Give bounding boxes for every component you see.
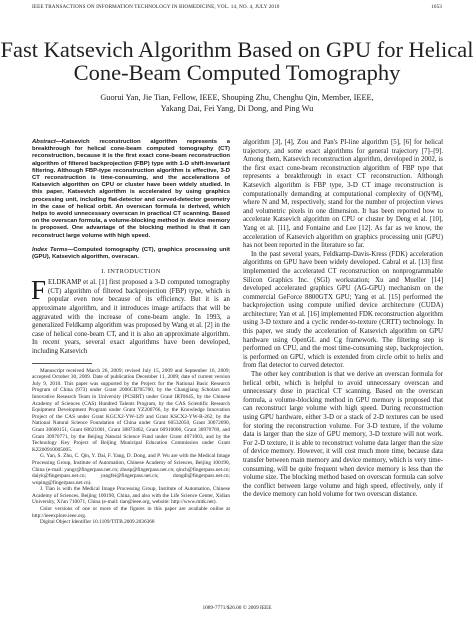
index-terms-label: Index Terms— <box>32 246 74 253</box>
left-column <box>32 139 230 526</box>
footnote-affiliation-2: J. Tian is with the Medical Image Processing Group, Institute of Automation, Chinese Academy of Sciences, Beijing 100190, China, and also with the Life Science Center, Xidian University, Xi'an 710071, China (e-mail: tian@ieee.org, website: http://www.mitk.net). <box>32 486 230 506</box>
index-terms <box>32 247 230 261</box>
page-number: 1053 <box>431 4 442 10</box>
drop-cap: F <box>31 275 47 306</box>
right-column <box>243 139 443 500</box>
intro-paragraph <box>31 275 230 356</box>
body-paragraph-1: algorithm [3], [4], Zou and Pan's PI-line algorithm [5], [6] for helical trajectory, and some exact algorithms for general trajectory [7]–[9]. Among them, Katsevich reconstruction algorithm, developed in 2002, is the first exact cone-beam reconstruction algorithm of FBP type that represents a breakthrough in exact CT reconstruction. Although Katsevich algorithm is FBP type, 3-D CT image reconstruction is computationally demanding at computational complexity of O(N³M), where N and M, respectively, stand for the number of projection views and volumetric pixels in one dimension. It has been reported how to accelerate Katsevich algorithm on CPU or cluster by Deng et al. [10], Yang et al. [11], and Fontaine and Lee [12]. As far as we know, the acceleration of Katsevich algorithm on graphics processing unit (GPU) has not been reported in the literature so far. <box>243 139 443 250</box>
footnote-affiliation-1: G. Yan, S. Zhu, C. Qin, Y. Dai, F. Yang, D. Dong, and P. Wu are with the Medical Image Processing Group, Institute of Automation, Chinese Academy of Sciences, Beijing 100190, China (e-mail: yangr@fingerpass.net.cn; zhusp@fingerpass.net.cn; qinch@fingerpass.net.cn; daiyk@fingerpass.net.cn; yangfei@fingerpass.net.cn; dongdi@fingerpass.net.cn; wuping@fingerpass.net.cn). <box>32 453 230 486</box>
body-paragraph-3: The other key contribution is that we derive an overscan formula for helical orbit, which is helpful to avoid unnecessary overscan and unnecessary dose in practical CT scanning. Based on the overscan formula, a volume-blocking method in GPU memory is proposed that can reconstruct large volume with high speed. During reconstruction using GPU hardware, either 3-D or a stack of 2-D textures can be used for storing the reconstruction volume. For 3-D texture, if the volume data is larger than the size of GPU memory, 3-D texture will not work. For 2-D texture, it is able to reconstruct volume data larger than the size of device memory. However, it will cost much more time, because data transfer between main memory and device memory, which is very time-consuming, will be quite frequent when device memory is less than the volume size. The blocking method based on overscan formula can solve the conflict between large volume and high speed, effectively, only if the device memory can hold volume for two overscan distance. <box>243 371 443 499</box>
abstract-label: Abstract— <box>32 139 62 145</box>
body-paragraph-2: In the past several years, Feldkamp-Davis-Kress (FDK) acceleration algorithms on GPU have been widely developed. Cabral et al. [13] first implemented the accelerated CT reconstruction on nonprogrammable Silicon Graphics Inc. (SGI) workstation; Xu and Mueller [14] developed accelerated graphics GPU (AG-GPU) mechanism on the commercial GeForce 8800GTX GPU; Yang et al. [15] performed the backprojection using compute unified device architecture (CUDA) architecture; Yan et al. [16] implemented FDK reconstruction algorithm using 3-D texture and a cyclic render-to-texture (CRTT) technology. In this paper, we study the acceleration of Katsevich algorithm on GPU hardware using OpenGL and Cg framework. The filtering step is performed on CPU, and the most time-consuming step, backprojection, is performed on GPU, which is extended from circle orbit to helix and from flat detector to curved detector. <box>243 250 443 370</box>
copyright-footer: 1089-7771/$26.00 © 2009 IEEE <box>202 605 272 611</box>
abstract <box>32 139 230 240</box>
journal-header: IEEE TRANSACTIONS ON INFORMATION TECHNOLOGY IN BIOMEDICINE, VOL. 14, NO. 4, JULY 2010 <box>32 4 280 10</box>
footnote-color: Color versions of one or more of the figures in this paper are available online at http://ieeexplore.ieee.org. <box>32 506 230 519</box>
author-list <box>60 92 414 114</box>
footnote-divider <box>32 363 92 364</box>
authors-line-2: Yakang Dai, Fei Yang, Di Dong, and Ping Wu <box>160 104 314 113</box>
intro-text: ELDKAMP et al. [1] first proposed a 3-D computed tomography (CT) algorithm of filtered backprojection (FBP) type, which is popular even now because of its efficiency. But it is an approximate algorithm, and it introduces image artifacts that will be aggravated with the increase of cone-beam angle. In 1993, a generalized Feldkamp algorithm was proposed by Wang et al. [2] in the case of helical cone-beam CT, and it is also an approximate algorithm. In recent years, several exact algorithms have been developed, including Katsevich <box>32 279 230 355</box>
abstract-text: Katsevich reconstruction algorithm represents a breakthrough for helical cone-beam computed tomography (CT) reconstruction, because it is the first exact cone-beam reconstruction algorithm of filtered backprojection (FBP) type with 1-D shift-invariant filtering. Although FBP-type reconstruction algorithm is effective, 3-D CT reconstruction is time-consuming, and the accelerations of Katsevich algorithm on CPU or cluster have been widely studied. In this paper, Katsevich algorithm is accelerated by using graphics processing unit, including flat-detector and curved-detector geometry in the case of helical orbit. An overscan formula is derived, which helps to avoid unnecessary overscan in practical CT scanning. Based on the overscan formula, a volume-blocking method in device memory is proposed. One advantage of the blocking method is that it can reconstruct large volume with high speed. <box>32 139 230 239</box>
footnote-doi: Digital Object Identifier 10.1109/TITB.2009.2036368 <box>40 519 155 526</box>
paper-title: Fast Katsevich Algorithm Based on GPU for Helical Cone-Beam Computed Tomography <box>0 37 474 85</box>
authors-line-1: Guorui Yan, Jie Tian, Fellow, IEEE, Shouping Zhu, Chenghu Qin, Member, IEEE, <box>100 93 374 102</box>
running-header <box>32 4 442 14</box>
index-terms-text: Computed tomography (CT), graphics processing unit (GPU), Katsevich algorithm, overscan. <box>32 246 230 261</box>
section-heading: I. INTRODUCTION <box>101 268 161 276</box>
footnote-manuscript: Manuscript received March 26, 2009; revised July 15, 2009 and September 16, 2009; accepted October 30, 2009. Date of publication December 11, 2009; date of current version July 9, 2010. This paper was supported by the Project for the National Basic Research Program of China (973) under Grant 2006CB705700, by the Changjiang Scholars and Innovative Research Team in University (PCSIRT) under Grant IRT0645, by the Chinese Academy of Sciences (CAS) Hundred Talents Program, by the CAS Scientific Research Equipment Development Program under Grant YZ200766, by the Knowledge Innovation Project of the CAS under Grant KGCX2-YW-129 and Grant KSCX2-YW-R-262, by the National Natural Science Foundation of China under Grant 60532050, Grant 30672690, Grant 30600151, Grant 60621001, Grant 30873462, Grant 60910006, Grant 30970769, and Grant 30970771, by the Beijing Natural Science Fund under Grant 4071003, and by the Technology Key Project of Beijing Municipal Education Commission under Grant KZ200910005005. <box>32 367 230 453</box>
